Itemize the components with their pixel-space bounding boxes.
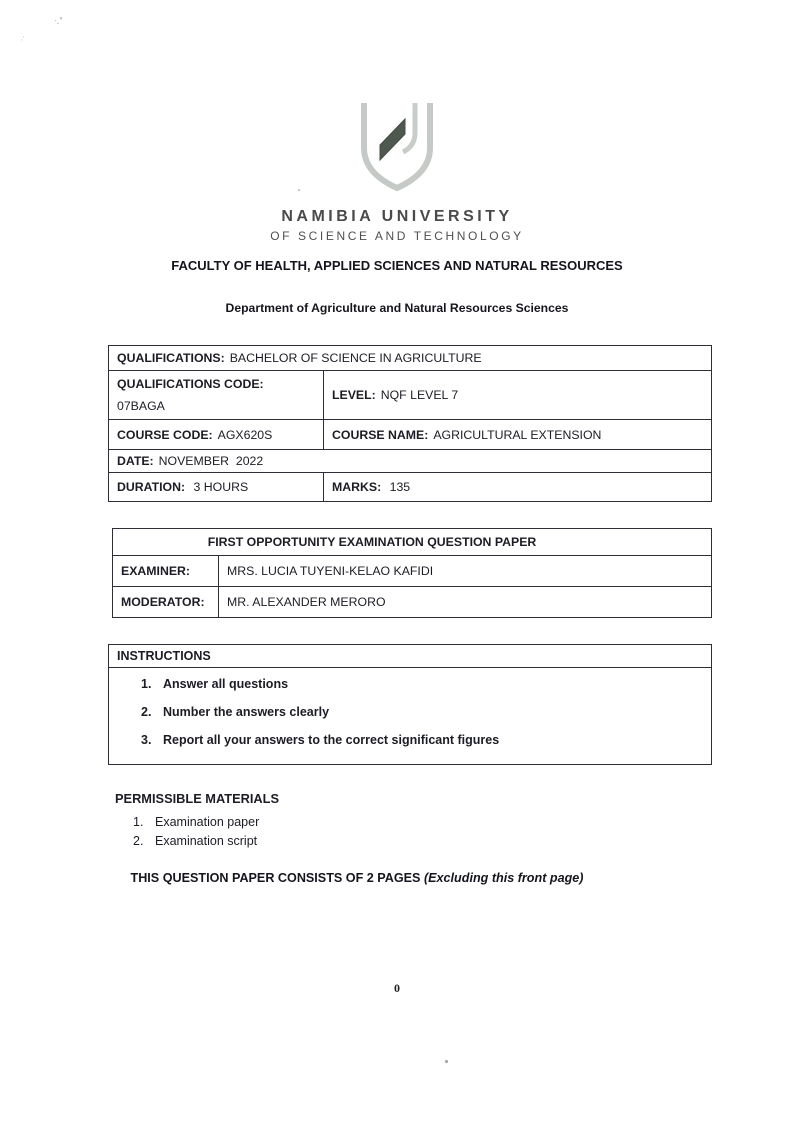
scan-artifact: ˌ· xyxy=(20,34,25,41)
level-label: LEVEL: xyxy=(332,388,376,402)
duration-marks-row xyxy=(109,473,712,502)
faculty-title: FACULTY OF HEALTH, APPLIED SCIENCES AND NATURAL RESOURCES xyxy=(171,258,623,273)
level-value: NQF LEVEL 7 xyxy=(380,388,459,402)
nust-shield-icon xyxy=(357,100,437,194)
item-number: 3. xyxy=(141,733,152,747)
examiner-row xyxy=(113,556,712,587)
qualifications-label: QUALIFICATIONS: xyxy=(117,351,225,365)
date-label: DATE: xyxy=(117,454,154,468)
course-code-value: AGX620S xyxy=(217,427,273,442)
qualifications-code-value: 07BAGA xyxy=(117,399,165,413)
date-row xyxy=(109,450,712,473)
exam-info-table xyxy=(112,528,712,618)
marks-label: MARKS: xyxy=(332,480,382,494)
course-name-value: AGRICULTURAL EXTENSION xyxy=(433,427,602,442)
department-title: Department of Agriculture and Natural Resources Sciences xyxy=(225,301,569,315)
exam-paper-title: FIRST OPPORTUNITY EXAMINATION QUESTION PAPER xyxy=(113,529,712,556)
item-text: Examination script xyxy=(155,834,258,848)
university-logo xyxy=(0,100,794,243)
examiner-label: EXAMINER: xyxy=(113,556,219,587)
duration-value: 3 HOURS xyxy=(190,480,249,494)
materials-list xyxy=(133,813,279,851)
instructions-box xyxy=(108,644,712,765)
qualifications-row xyxy=(109,346,712,371)
instruction-item xyxy=(141,677,711,691)
instructions-list xyxy=(109,668,711,764)
university-tagline: OF SCIENCE AND TECHNOLOGY xyxy=(270,229,524,243)
exam-title-row xyxy=(113,529,712,556)
item-number: 1. xyxy=(133,815,144,829)
moderator-value: MR. ALEXANDER MERORO xyxy=(219,587,712,618)
date-value: NOVEMBER 2022 xyxy=(158,454,264,468)
pages-note-main: THIS QUESTION PAPER CONSISTS OF 2 PAGES xyxy=(130,871,424,885)
item-number: 2. xyxy=(133,834,144,848)
pages-note xyxy=(0,871,714,885)
item-text: Report all your answers to the correct significant figures xyxy=(163,733,500,747)
scan-artifact xyxy=(445,1060,448,1063)
item-number: 2. xyxy=(141,705,152,719)
qualifications-value: BACHELOR OF SCIENCE IN AGRICULTURE xyxy=(229,351,482,365)
materials-title: PERMISSIBLE MATERIALS xyxy=(115,791,279,806)
course-info-table xyxy=(108,345,712,502)
item-text: Answer all questions xyxy=(163,677,289,691)
material-item xyxy=(133,813,279,832)
qualifications-code-label: QUALIFICATIONS CODE: xyxy=(117,377,264,391)
course-code-label: COURSE CODE: xyxy=(117,427,213,442)
code-level-row xyxy=(109,371,712,420)
university-name: NAMIBIA UNIVERSITY xyxy=(281,208,513,225)
marks-value: 135 xyxy=(386,480,411,494)
duration-label: DURATION: xyxy=(117,480,186,494)
moderator-row xyxy=(113,587,712,618)
page-number: 0 xyxy=(394,981,400,995)
scan-artifact: ·ˍ° xyxy=(54,16,63,25)
course-code-row xyxy=(109,420,712,450)
material-item xyxy=(133,832,279,851)
item-number: 1. xyxy=(141,677,152,691)
materials-section xyxy=(115,791,279,851)
item-text: Number the answers clearly xyxy=(163,705,330,719)
instruction-item xyxy=(141,733,711,747)
pages-note-italic: (Excluding this front page) xyxy=(423,871,584,885)
moderator-label: MODERATOR: xyxy=(113,587,219,618)
course-name-label: COURSE NAME: xyxy=(332,427,429,442)
instruction-item xyxy=(141,705,711,719)
instructions-title: INSTRUCTIONS xyxy=(109,645,711,668)
item-text: Examination paper xyxy=(155,815,260,829)
examiner-value: MRS. LUCIA TUYENI-KELAO KAFIDI xyxy=(219,556,712,587)
